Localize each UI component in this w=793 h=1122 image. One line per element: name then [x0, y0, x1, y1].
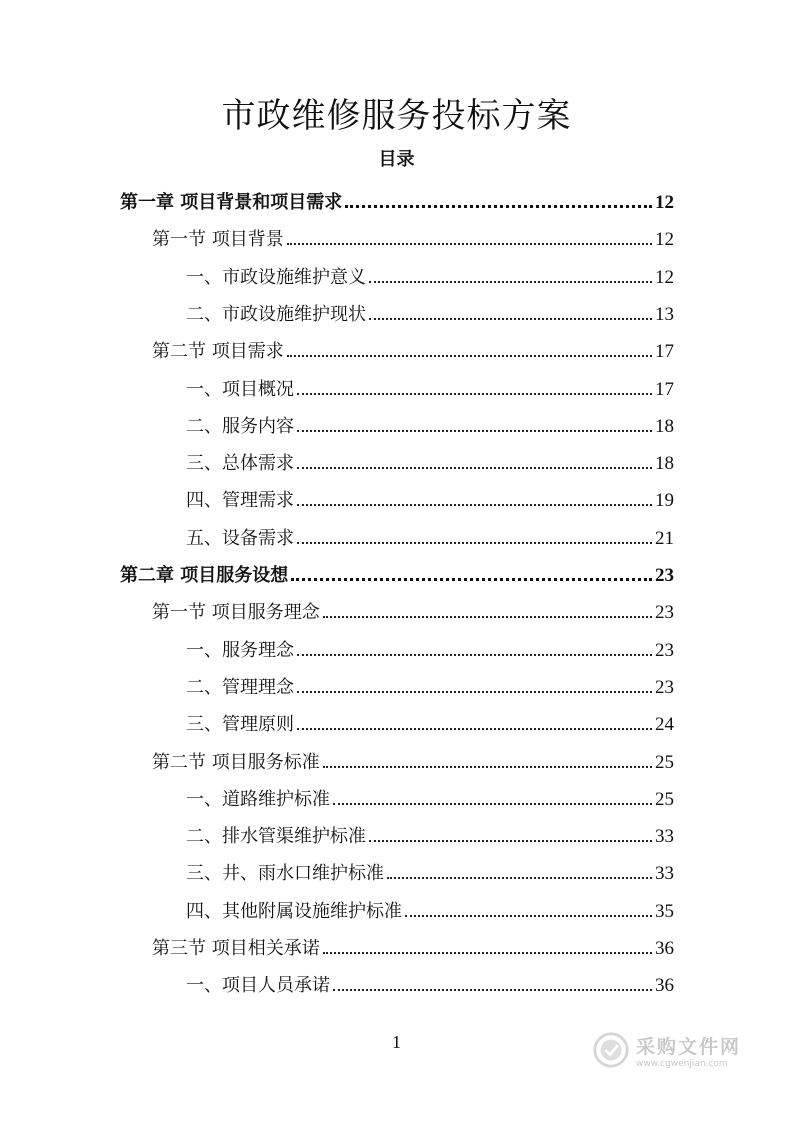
toc-entry-label: 一、市政设施维护意义 — [186, 266, 366, 288]
toc-entry-page: 25 — [655, 788, 674, 810]
toc-entry-label: 第二章 项目服务设想 — [120, 565, 289, 586]
toc-entry-page: 12 — [655, 229, 674, 251]
toc-entry-label: 三、管理原则 — [186, 714, 294, 736]
toc-entry-page: 19 — [655, 490, 674, 512]
toc-entry-label: 第二节 项目需求 — [152, 341, 284, 363]
toc-entry-page: 23 — [655, 602, 674, 624]
toc-entry-page: 12 — [655, 266, 674, 288]
toc-entry-level-3[interactable] — [186, 404, 674, 438]
toc-entry-page: 17 — [655, 341, 674, 363]
toc-entry-level-3[interactable] — [186, 665, 674, 699]
toc-entry-page: 33 — [655, 826, 674, 848]
toc-leader-dots — [323, 952, 652, 954]
toc-entry-page: 21 — [655, 527, 674, 549]
toc-entry-label: 三、总体需求 — [186, 453, 294, 475]
toc-entry-level-1[interactable] — [120, 553, 674, 587]
toc-entry-page: 13 — [655, 303, 674, 325]
toc-leader-dots — [297, 542, 652, 544]
toc-entry-label: 二、管理理念 — [186, 676, 294, 698]
toc-entry-level-3[interactable] — [186, 516, 674, 550]
toc-entry-page: 23 — [655, 676, 674, 698]
toc-entry-level-3[interactable] — [186, 292, 674, 326]
toc-entry-label: 三、井、雨水口维护标准 — [186, 863, 384, 885]
toc-leader-dots — [369, 318, 652, 320]
toc-entry-level-3[interactable] — [186, 814, 674, 848]
toc-entry-level-2[interactable] — [152, 740, 674, 774]
toc-entry-label: 一、道路维护标准 — [186, 788, 330, 810]
toc-entry-label: 一、项目概况 — [186, 378, 294, 400]
toc-entry-page: 23 — [655, 639, 674, 661]
toc-leader-dots — [287, 243, 652, 245]
document-title: 市政维修服务投标方案 — [221, 96, 572, 136]
toc-entry-page: 18 — [655, 415, 674, 437]
toc-entry-label: 二、排水管渠维护标准 — [186, 826, 366, 848]
toc-entry-level-2[interactable] — [152, 590, 674, 624]
toc-entry-level-2[interactable] — [152, 329, 674, 363]
toc-entry-label: 第三节 项目相关承诺 — [152, 938, 320, 959]
toc-entry-level-3[interactable] — [186, 255, 674, 289]
page-number: 1 — [392, 1032, 401, 1052]
toc-leader-dots — [297, 504, 652, 506]
toc-entry-page: 17 — [655, 378, 674, 400]
toc-leader-dots — [297, 691, 652, 693]
toc-entry-level-3[interactable] — [186, 963, 674, 997]
toc-leader-dots — [405, 915, 652, 917]
toc-entry-level-2[interactable] — [152, 926, 674, 960]
toc-leader-dots — [297, 430, 652, 432]
toc-entry-page: 36 — [655, 938, 674, 959]
toc-entry-label: 第二节 项目服务标准 — [152, 751, 320, 773]
toc-leader-dots — [345, 205, 652, 208]
toc-entry-level-3[interactable] — [186, 777, 674, 811]
toc-entry-label: 四、管理需求 — [186, 490, 294, 512]
toc-entry-level-3[interactable] — [186, 628, 674, 662]
toc-leader-dots — [323, 766, 652, 768]
toc-entry-label: 四、其他附属设施维护标准 — [186, 900, 402, 922]
toc-leader-dots — [297, 467, 652, 469]
toc-entry-label: 第一节 项目服务理念 — [152, 602, 320, 624]
toc-entry-level-1[interactable] — [120, 180, 674, 214]
toc-entry-label: 二、市政设施维护现状 — [186, 303, 366, 325]
toc-entry-page: 24 — [655, 714, 674, 736]
toc-entry-level-3[interactable] — [186, 851, 674, 885]
toc-entry-level-3[interactable] — [186, 702, 674, 736]
toc-entry-level-3[interactable] — [186, 367, 674, 401]
toc-entry-label: 一、项目人员承诺 — [186, 975, 330, 997]
toc-leader-dots — [369, 840, 652, 842]
toc-entry-label: 五、设备需求 — [186, 527, 294, 549]
toc-entry-label: 二、服务内容 — [186, 415, 294, 437]
toc-leader-dots — [387, 877, 652, 879]
watermark-url: www.cgwenjian.com — [636, 1058, 728, 1069]
toc-leader-dots — [297, 393, 652, 395]
toc-leader-dots — [369, 281, 652, 283]
toc-entry-level-3[interactable] — [186, 889, 674, 923]
toc-entry-level-2[interactable] — [152, 217, 674, 251]
toc-entry-page: 23 — [655, 565, 674, 586]
watermark-name: 采购文件网 — [636, 1035, 742, 1058]
toc-leader-dots — [287, 355, 652, 357]
toc-entry-page: 18 — [655, 453, 674, 475]
toc-leader-dots — [333, 989, 652, 991]
toc-leader-dots — [291, 578, 652, 581]
toc-entry-label: 第一章 项目背景和项目需求 — [120, 192, 343, 213]
watermark — [592, 1028, 752, 1072]
toc-leader-dots — [297, 654, 652, 656]
toc-entry-label: 一、服务理念 — [186, 639, 294, 661]
toc-entry-page: 12 — [655, 192, 674, 213]
toc-entry-page: 36 — [655, 975, 674, 997]
toc-leader-dots — [297, 728, 652, 730]
toc-entry-page: 33 — [655, 863, 674, 885]
cgwenjian-logo-icon — [592, 1031, 630, 1069]
toc-heading: 目录 — [378, 149, 415, 170]
toc-entry-page: 35 — [655, 900, 674, 922]
toc-leader-dots — [323, 616, 652, 618]
toc-entry-level-3[interactable] — [186, 478, 674, 512]
toc-entry-label: 第一节 项目背景 — [152, 229, 284, 251]
toc-entry-page: 25 — [655, 751, 674, 773]
toc-leader-dots — [333, 803, 652, 805]
toc-entry-level-3[interactable] — [186, 441, 674, 475]
